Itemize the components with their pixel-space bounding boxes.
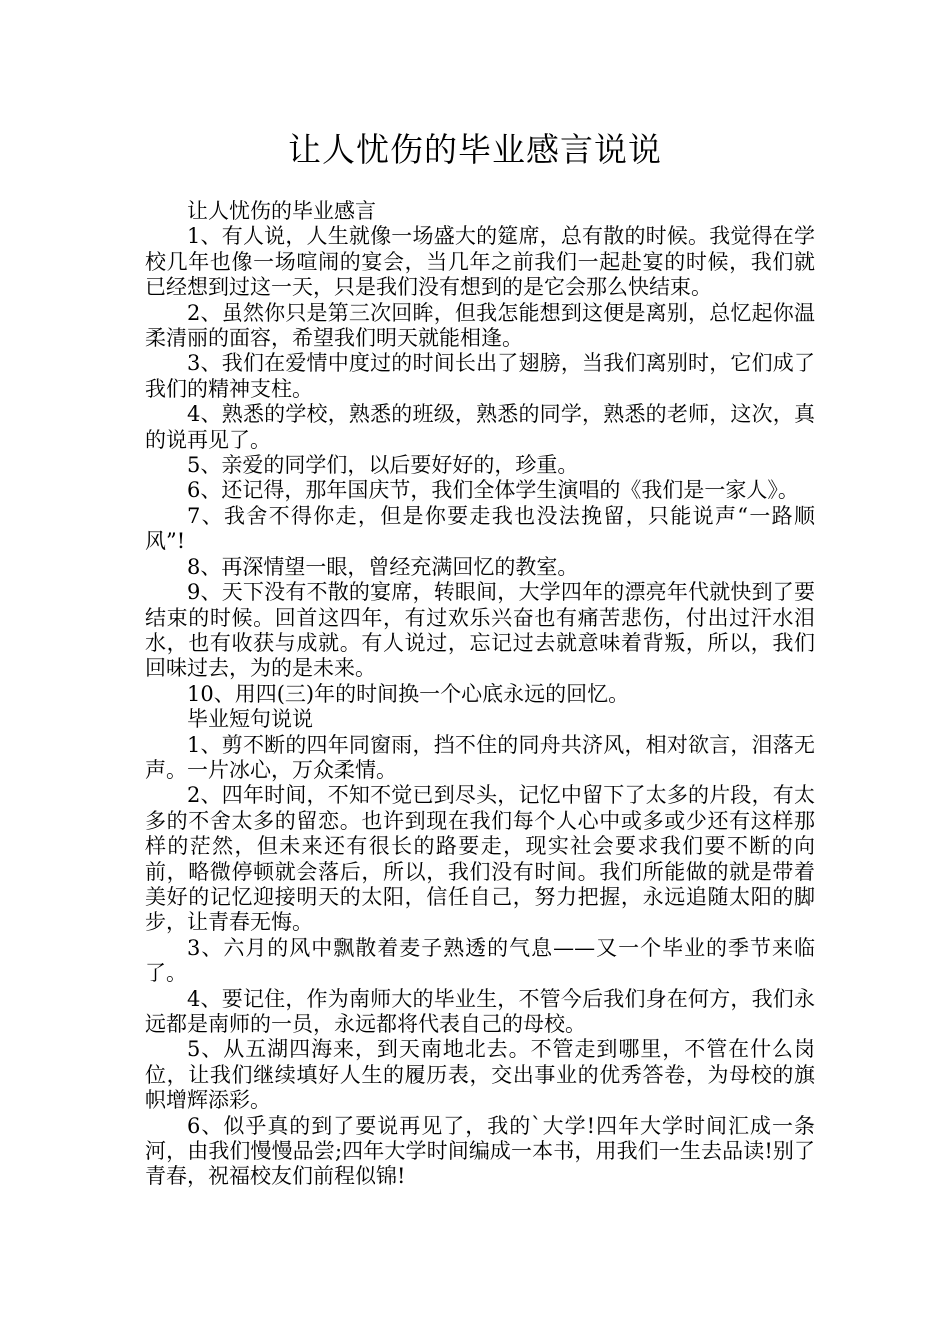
- paragraph: 8、再深情望一眼，曾经充满回忆的教室。: [187, 554, 579, 579]
- document-body: [145, 199, 815, 1190]
- paragraph: 6、似乎真的到了要说再见了，我的`大学!四年大学时间汇成一条河，由我们慢慢品尝;四年大学时间编成一本书，用我们一生去品读!别了青春，祝福校友们前程似锦!: [145, 1113, 815, 1189]
- section-heading: 让人忧伤的毕业感言: [187, 199, 376, 223]
- paragraph: 6、还记得，那年国庆节，我们全体学生演唱的《我们是一家人》。: [187, 478, 799, 503]
- paragraph: 3、我们在爱情中度过的时间长出了翅膀，当我们离别时，它们成了我们的精神支柱。: [145, 351, 815, 401]
- paragraph: 1、有人说，人生就像一场盛大的筵席，总有散的时候。我觉得在学校几年也像一场喧闹的宴会，当几年之前我们一起赴宴的时候，我们就已经想到过这一天，只是我们没有想到的是它会那么快结束。: [145, 224, 815, 300]
- section-heading: 毕业短句说说: [187, 707, 313, 732]
- paragraph: 4、要记住，作为南师大的毕业生，不管今后我们身在何方，我们永远都是南师的一员，永远都将代表自己的母校。: [145, 986, 815, 1036]
- paragraph: 10、用四(三)年的时间换一个心底永远的回忆。: [187, 681, 630, 706]
- paragraph: 9、天下没有不散的宴席，转眼间，大学四年的漂亮年代就快到了要结束的时候。回首这四年，有过欢乐兴奋也有痛苦悲伤，付出过汗水泪水，也有收获与成就。有人说过，忘记过去就意味着背叛，所以，我们回味过去，为的是未来。: [145, 580, 815, 681]
- paragraph: 7、我舍不得你走，但是你要走我也没法挽留，只能说声“一路顺风”!: [145, 503, 815, 554]
- paragraph: 2、四年时间，不知不觉已到尽头，记忆中留下了太多的片段，有太多的不舍太多的留恋。也许到现在我们每个人心中或多或少还有这样那样的茫然，但未来还有很长的路要走，现实社会要求我们要不断的向前，略微停顿就会落后，所以，我们没有时间。我们所能做的就是带着美好的记忆迎接明天的太阳，信任自己，努力把握，永远追随太阳的脚步，让青春无悔。: [145, 783, 815, 935]
- paragraph: 5、从五湖四海来，到天南地北去。不管走到哪里，不管在什么岗位，让我们继续填好人生的履历表，交出事业的优秀答卷，为母校的旗帜增辉添彩。: [145, 1037, 815, 1113]
- paragraph: 2、虽然你只是第三次回眸，但我怎能想到这便是离别，总忆起你温柔清丽的面容，希望我们明天就能相逢。: [145, 300, 815, 351]
- paragraph: 5、亲爱的同学们，以后要好好的，珍重。: [187, 453, 579, 478]
- document-title: 让人忧伤的毕业感言说说: [288, 130, 662, 169]
- paragraph: 1、剪不断的四年同窗雨，挡不住的同舟共济风，相对欲言，泪落无声。一片冰心，万众柔情。: [145, 732, 815, 782]
- paragraph: 3、六月的风中飘散着麦子熟透的气息——又一个毕业的季节来临了。: [145, 935, 815, 986]
- paragraph: 4、熟悉的学校，熟悉的班级，熟悉的同学，熟悉的老师，这次，真的说再见了。: [145, 402, 815, 452]
